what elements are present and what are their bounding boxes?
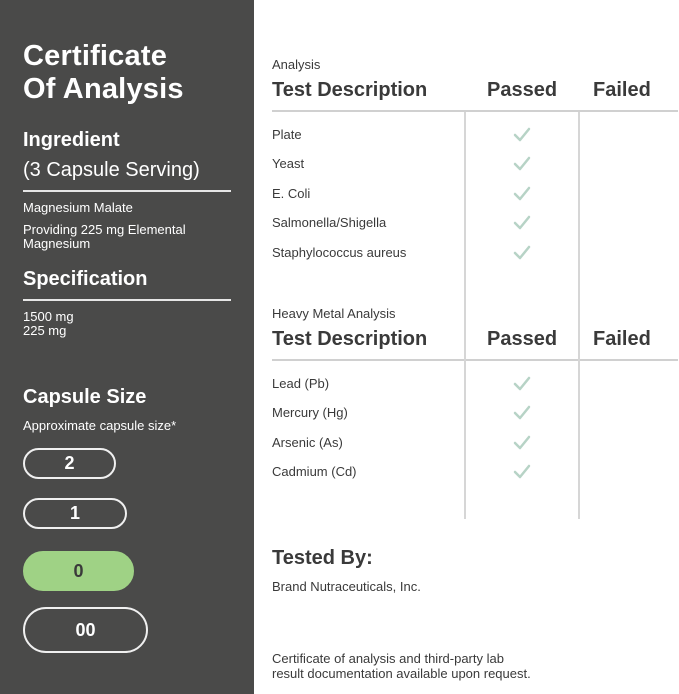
footnote-line-2: result documentation available upon request. [272,666,531,681]
heavy-metal-caption: Heavy Metal Analysis [272,306,396,321]
ingredient-name: Magnesium Malate [23,200,133,215]
capsule-size-0-selected: 0 [23,551,134,591]
heavy-metal-row-mercury: Mercury (Hg) [272,405,348,420]
analysis-col-test: Test Description [272,79,428,101]
checkmark-icon [513,434,531,452]
analysis-col-passed: Passed [487,79,558,101]
analysis-row-plate: Plate [272,127,302,142]
column-separator-passed [464,112,466,519]
checkmark-icon [513,185,531,203]
checkmark-icon [513,463,531,481]
checkmark-icon [513,155,531,173]
heavy-metal-col-test: Test Description [272,328,428,350]
footnote-line-1: Certificate of analysis and third-party lab [272,651,504,666]
analysis-row-ecoli: E. Coli [272,186,311,201]
page-title [23,40,184,106]
ingredient-heading: Ingredient [23,129,120,151]
title-line-2: Of Analysis [23,73,184,105]
checkmark-icon [513,244,531,262]
checkmark-icon [513,404,531,422]
tested-by-heading: Tested By: [272,547,373,569]
heavy-metal-col-failed: Failed [593,328,651,350]
specification-heading: Specification [23,268,148,290]
title-line-1: Certificate [23,40,168,72]
heavy-metal-header-rule [272,359,678,361]
checkmark-icon [513,375,531,393]
capsule-size-heading: Capsule Size [23,386,147,408]
spec-value-1: 1500 mg [23,309,74,324]
analysis-row-yeast: Yeast [272,156,305,171]
capsule-size-00: 00 [23,607,148,653]
capsule-size-2: 2 [23,448,116,479]
heavy-metal-row-cadmium: Cadmium (Cd) [272,464,357,479]
heavy-metal-row-arsenic: Arsenic (As) [272,435,343,450]
analysis-row-salmonella: Salmonella/Shigella [272,215,387,230]
specification-divider [23,299,231,301]
checkmark-icon [513,214,531,232]
tested-by-lab: Brand Nutraceuticals, Inc. [272,579,421,594]
heavy-metal-row-lead: Lead (Pb) [272,376,330,391]
analysis-header-rule [272,110,678,112]
checkmark-icon [513,126,531,144]
spec-value-2: 225 mg [23,323,67,338]
ingredient-serving: (3 Capsule Serving) [23,159,200,181]
analysis-caption: Analysis [272,57,321,72]
capsule-size-subtitle: Approximate capsule size* [23,418,177,433]
ingredient-detail-1: Providing 225 mg Elemental [23,222,186,237]
column-separator-failed [578,112,580,519]
capsule-size-1: 1 [23,498,127,529]
heavy-metal-col-passed: Passed [487,328,558,350]
analysis-row-staphylococcus: Staphylococcus aureus [272,245,407,260]
left-panel [0,0,254,694]
analysis-col-failed: Failed [593,79,651,101]
ingredient-divider [23,190,231,192]
ingredient-detail-2: Magnesium [23,236,91,251]
